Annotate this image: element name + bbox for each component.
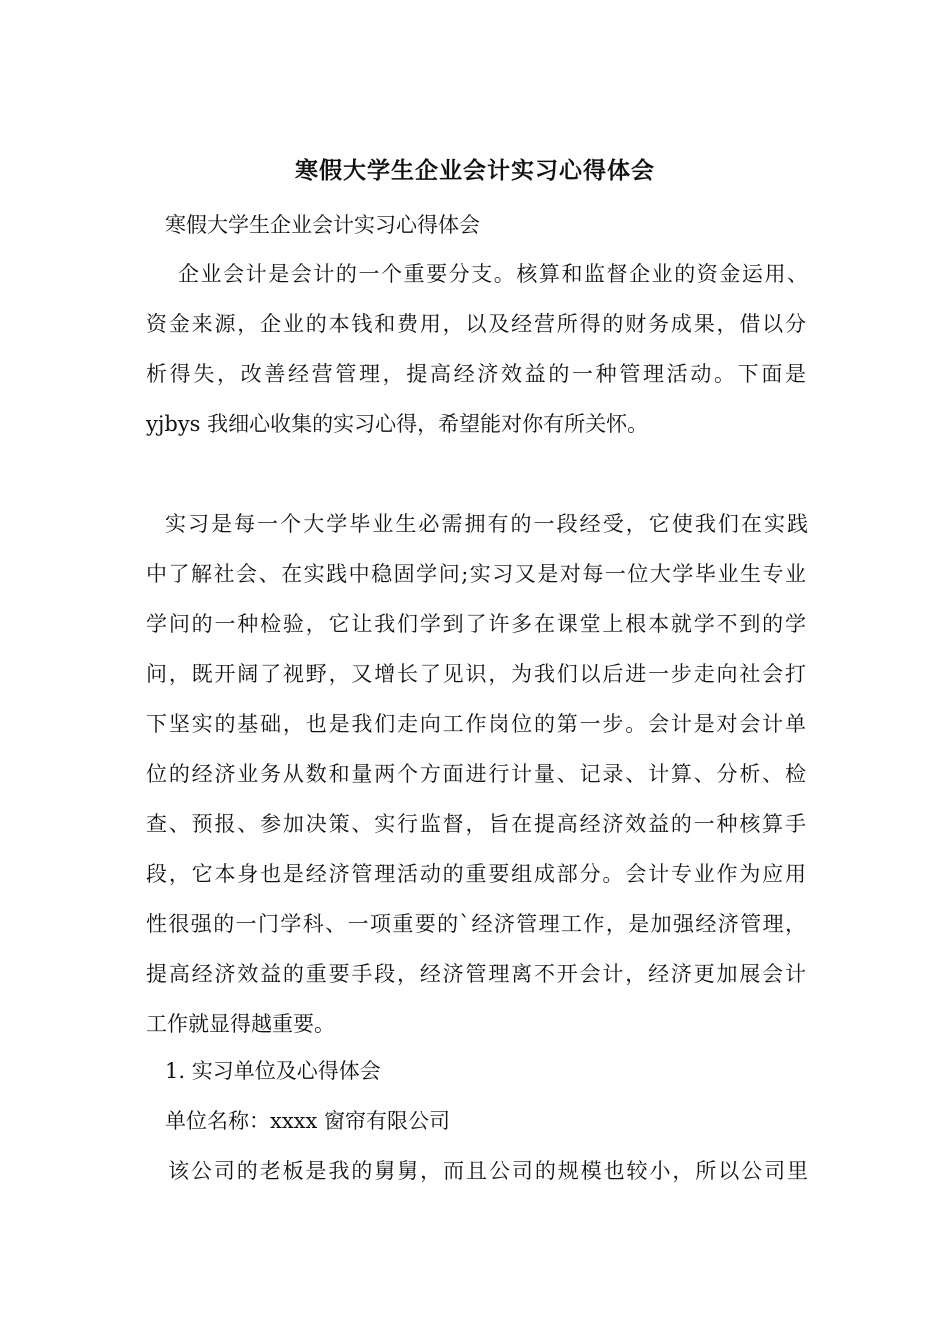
paragraph-2-line: 位的经济业务从数和量两个方面进行计量、记录、计算、分析、检 <box>146 762 806 786</box>
section-heading: 1. 实习单位及心得体会 <box>165 1059 381 1083</box>
paragraph-2-line: 段，它本身也是经济管理活动的重要组成部分。会计专业作为应用 <box>146 862 806 886</box>
paragraph-1-line: 企业会计是会计的一个重要分支。核算和监督企业的资金运用、 <box>178 262 808 286</box>
paragraph-1-line: 资金来源，企业的本钱和费用，以及经营所得的财务成果，借以分 <box>146 312 806 336</box>
document-title: 寒假大学生企业会计实习心得体会 <box>295 157 655 184</box>
paragraph-2-line: 下坚实的基础，也是我们走向工作岗位的第一步。会计是对会计单 <box>146 712 806 736</box>
paragraph-2-line: 学问的一种检验，它让我们学到了许多在课堂上根本就学不到的学 <box>146 612 806 636</box>
document-subtitle: 寒假大学生企业会计实习心得体会 <box>165 213 480 237</box>
paragraph-2-line: 问，既开阔了视野，又增长了见识，为我们以后进一步走向社会打 <box>146 662 806 686</box>
paragraph-2-line: 工作就显得越重要。 <box>146 1012 335 1036</box>
paragraph-2-line: 中了解社会、在实践中稳固学问;实习又是对每一位大学毕业生专业 <box>146 562 806 586</box>
paragraph-2-line: 实习是每一个大学毕业生必需拥有的一段经受，它使我们在实践 <box>165 512 808 536</box>
paragraph-2-line: 查、预报、参加决策、实行监督，旨在提高经济效益的一种核算手 <box>146 812 806 836</box>
paragraph-1-line: yjbys 我细心收集的实习心得，希望能对你有所关怀。 <box>146 412 649 436</box>
paragraph-3-line: 该公司的老板是我的舅舅，而且公司的规模也较小，所以公司里 <box>168 1159 808 1183</box>
paragraph-2-line: 性很强的一门学科、一项重要的`经济管理工作，是加强经济管理， <box>146 912 806 936</box>
paragraph-1-line: 析得失，改善经营管理，提高经济效益的一种管理活动。下面是 <box>146 362 806 386</box>
paragraph-2-line: 提高经济效益的重要手段，经济管理离不开会计，经济更加展会计 <box>146 962 806 986</box>
unit-name: 单位名称：xxxx 窗帘有限公司 <box>165 1109 451 1133</box>
